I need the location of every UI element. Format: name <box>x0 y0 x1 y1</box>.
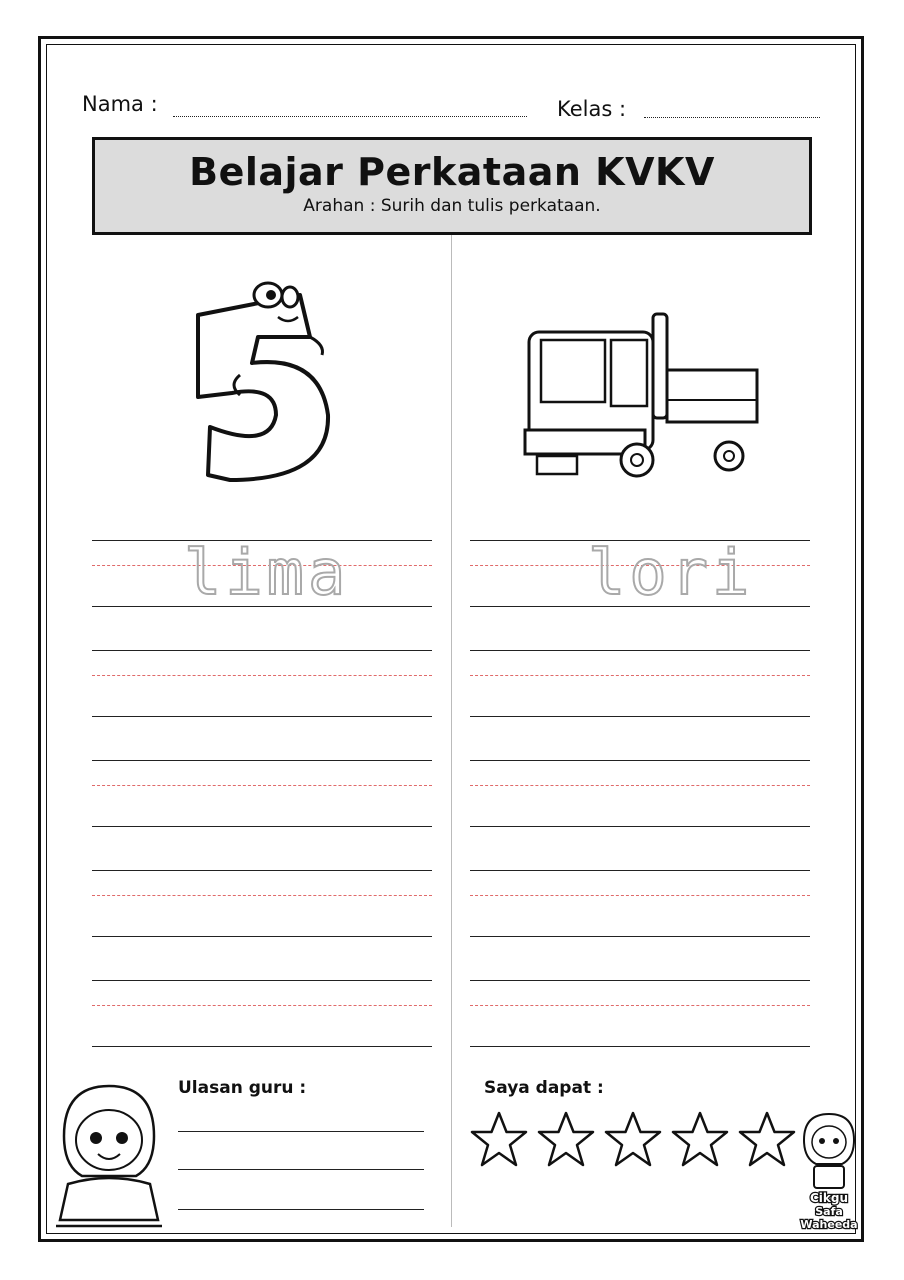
star-icon[interactable] <box>535 1110 597 1170</box>
comment-line-3[interactable] <box>178 1209 424 1210</box>
svg-text:Safa: Safa <box>815 1205 843 1218</box>
star-icon[interactable] <box>602 1110 664 1170</box>
star-icon[interactable] <box>736 1110 798 1170</box>
name-label: Nama : <box>82 92 158 116</box>
trace-word-left[interactable]: lima <box>184 536 350 609</box>
worksheet-title: Belajar Perkataan KVKV <box>189 150 715 194</box>
truck-icon <box>523 310 763 488</box>
instruction-text: Arahan : Surih dan tulis perkataan. <box>303 196 601 216</box>
star-icon[interactable] <box>669 1110 731 1170</box>
number-five-character-icon <box>180 275 340 490</box>
class-label: Kelas : <box>557 97 627 121</box>
title-box <box>92 137 812 235</box>
trace-word-right[interactable]: lori <box>588 536 754 609</box>
column-divider <box>451 235 452 1227</box>
cikgu-logo-icon <box>792 1110 866 1232</box>
star-icon[interactable] <box>468 1110 530 1170</box>
name-input-line[interactable] <box>173 116 527 117</box>
teacher-comment-label: Ulasan guru : <box>178 1078 307 1098</box>
class-input-line[interactable] <box>644 117 820 118</box>
svg-text:Waheeda: Waheeda <box>800 1218 858 1231</box>
comment-line-1[interactable] <box>178 1131 424 1132</box>
girl-character-icon <box>50 1080 168 1230</box>
self-rating-label: Saya dapat : <box>484 1078 604 1098</box>
svg-text:Cikgu: Cikgu <box>809 1191 849 1205</box>
comment-line-2[interactable] <box>178 1169 424 1170</box>
